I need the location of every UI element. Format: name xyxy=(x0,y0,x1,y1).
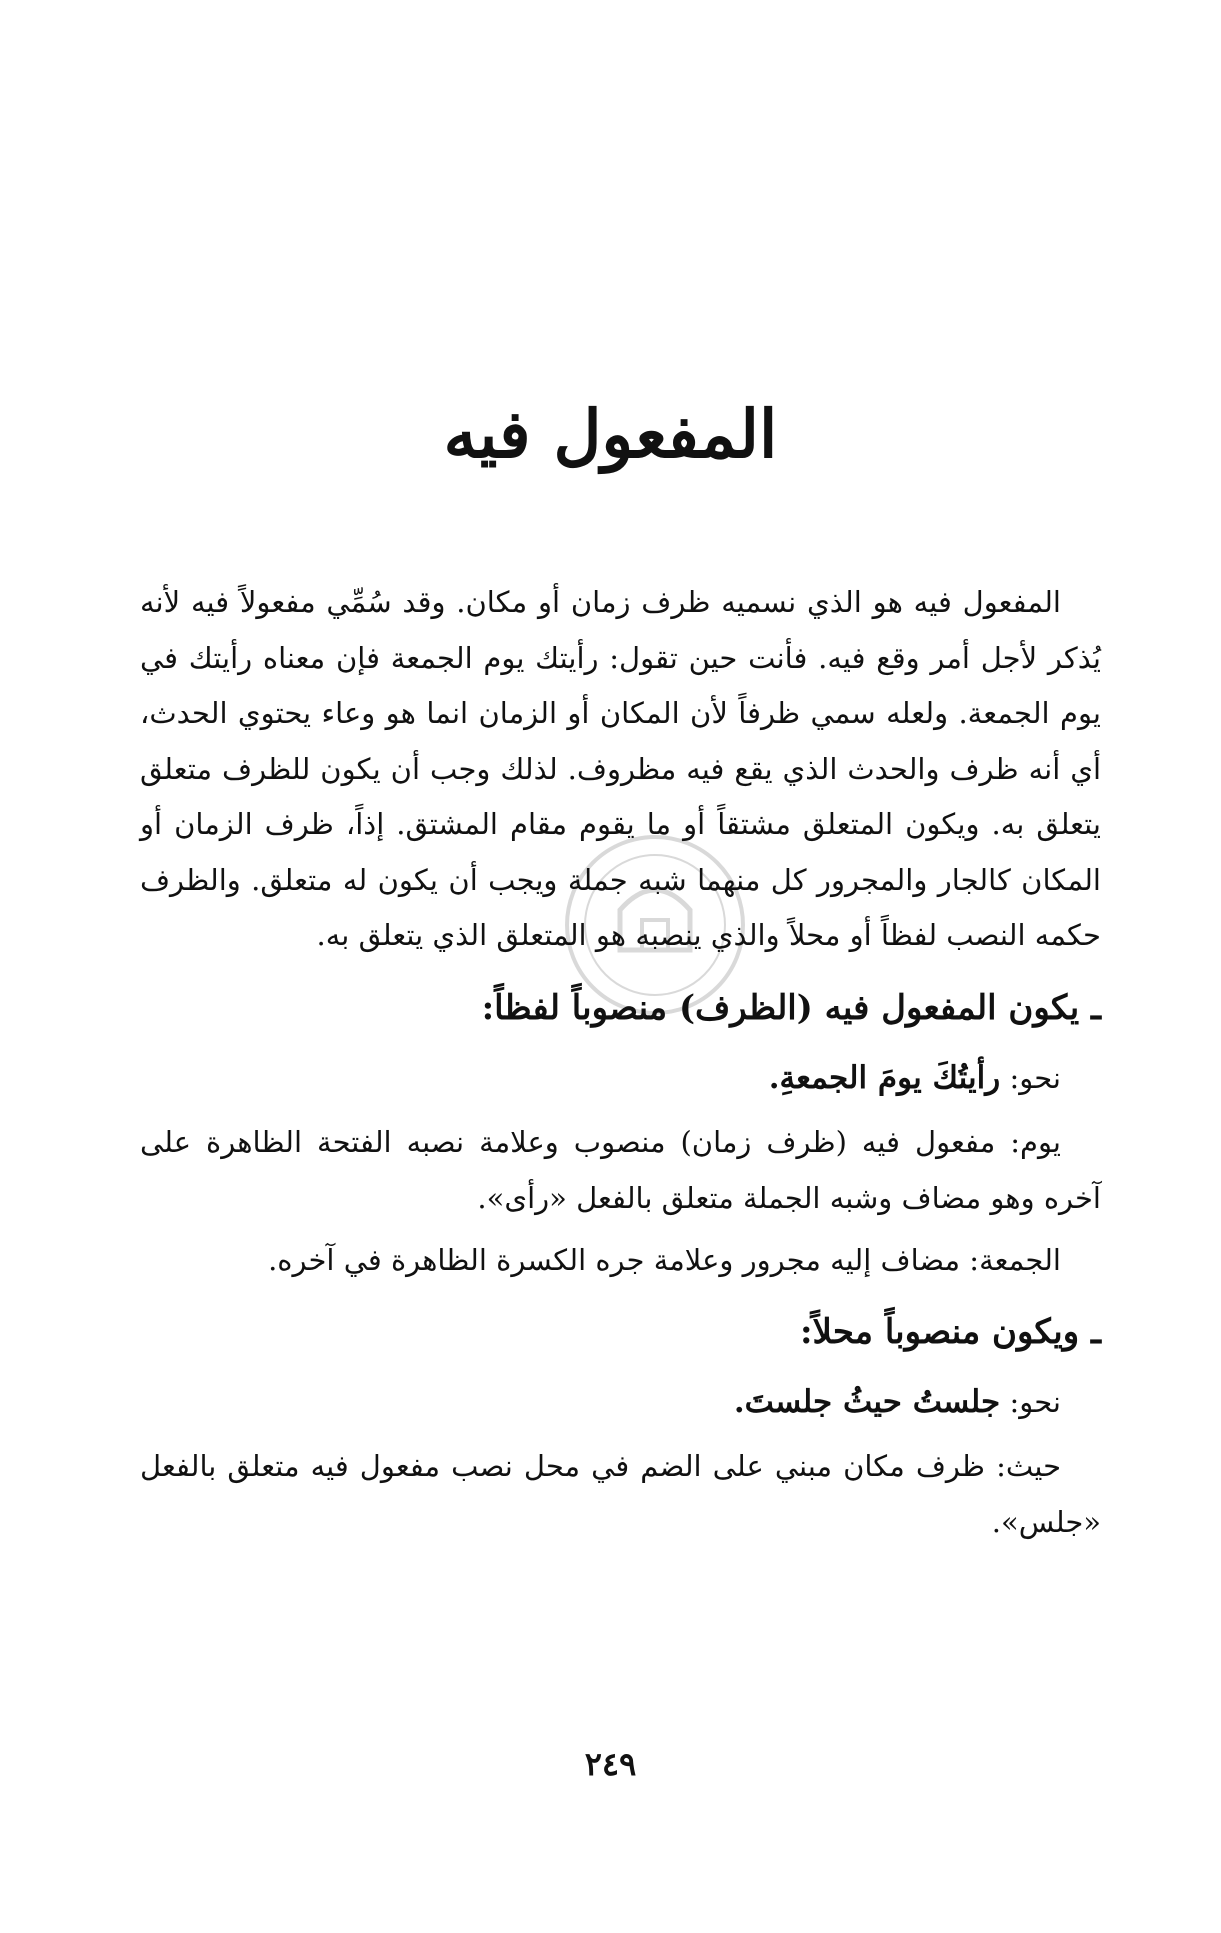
example-sentence: رأيتُكَ يومَ الجمعةِ. xyxy=(768,1059,1001,1096)
section-heading-lafzan: ـ يكون المفعول فيه (الظرف) منصوباً لفظاً: xyxy=(481,987,1101,1028)
intro-paragraph: المفعول فيه هو الذي نسميه ظرف زمان أو مكان. وقد سُمِّي مفعولاً فيه لأنه يُذكر لأجل أمر وقع فيه. فأنت حين تقول: رأيتك يوم الجمعة فإن معناه رأيتك في يوم الجمعة. ولعله سمي ظرفاً لأن المكان أو الزمان انما هو وعاء يحتوي الحدث، أي أنه ظرف والحدث الذي يقع فيه مظروف. لذلك وجب أن يكون للظرف متعلق يتعلق به. ويكون المتعلق مشتقاً أو ما يقوم مقام المشتق. إذاً، ظرف الزمان أو المكان كالجار والمجرور كل منهما شبه جملة ويجب أن يكون له متعلق. والظرف حكمه النصب لفظاً أو محلاً والذي ينصبه هو المتعلق الذي يتعلق به. xyxy=(140,585,1101,952)
text-body xyxy=(140,575,1101,1550)
explanation-haythu: حيث: ظرف مكان مبني على الضم في محل نصب مفعول فيه متعلق بالفعل «جلس». xyxy=(140,1448,1101,1539)
explanation-yawm: يوم: مفعول فيه (ظرف زمان) منصوب وعلامة نصبه الفتحة الظاهرة على آخره وهو مضاف وشبه الجملة متعلق بالفعل «رأى». xyxy=(140,1124,1101,1215)
chapter-title: المفعول فيه xyxy=(443,395,778,473)
example-prefix: نحو: xyxy=(1009,1384,1061,1419)
example-line-1 xyxy=(140,1048,1061,1108)
section-heading-mahallan: ـ ويكون منصوباً محلاً: xyxy=(799,1311,1101,1352)
explanation-jumua: الجمعة: مضاف إليه مجرور وعلامة جره الكسرة الظاهرة في آخره. xyxy=(268,1242,1061,1277)
example-sentence: جلستُ حيثُ جلستَ. xyxy=(733,1383,1001,1420)
example-line-2 xyxy=(140,1372,1061,1432)
page-number: ٢٤٩ xyxy=(584,1745,637,1783)
example-prefix: نحو: xyxy=(1009,1060,1061,1095)
